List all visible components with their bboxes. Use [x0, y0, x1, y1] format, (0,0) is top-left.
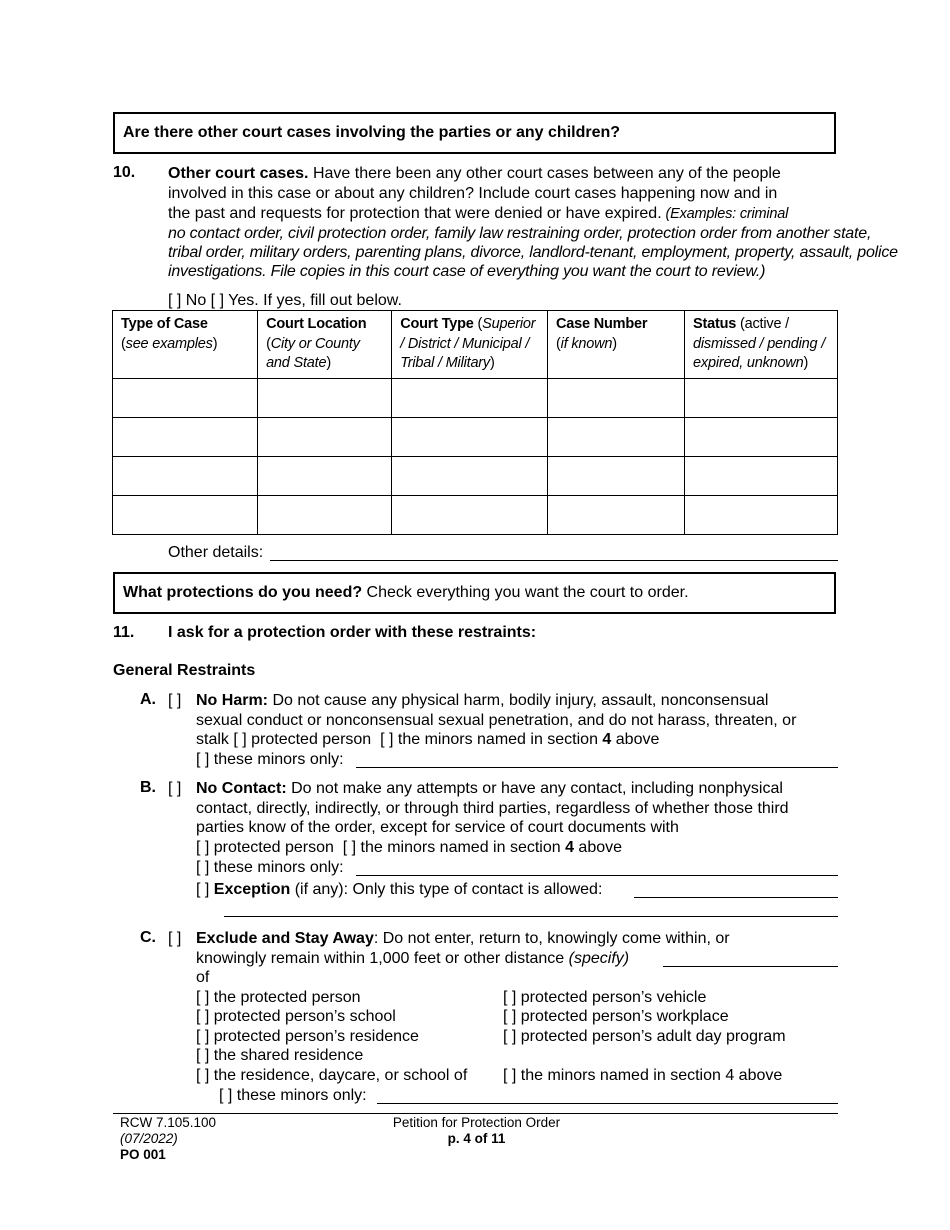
option-residence-daycare-school-of[interactable]: [ ] the residence, daycare, or school of: [196, 1067, 468, 1084]
restraint-a-line-3[interactable]: stalk [ ] protected person [ ] the minors named in section 4 above: [196, 731, 660, 748]
item-10-examples-line-6: investigations. File copies in this court case of everything you want the court to review.): [168, 263, 766, 280]
general-restraints-heading: General Restraints: [113, 662, 256, 679]
table-cell-type[interactable]: [113, 417, 258, 456]
table-cell-case-number[interactable]: [548, 495, 685, 534]
restraint-b-text: Do not make any attempts or have any contact, including nonphysical: [286, 780, 783, 797]
item-11-number: 11.: [113, 624, 135, 641]
footer-form-number: PO 001: [120, 1147, 166, 1162]
restraint-a-text: Do not cause any physical harm, bodily injury, assault, nonconsensual: [268, 692, 769, 709]
option-protected-person-vehicle[interactable]: [ ] protected person’s vehicle: [503, 989, 707, 1006]
option-protected-person-residence[interactable]: [ ] protected person’s residence: [196, 1028, 419, 1045]
table-cell-location[interactable]: [258, 456, 392, 495]
table-cell-case-number[interactable]: [548, 417, 685, 456]
column-header-type-of-case: Type of Case (see examples): [113, 311, 258, 379]
footer-page-number: p. 4 of 11: [447, 1131, 506, 1146]
option-protected-person[interactable]: [ ] the protected person: [196, 989, 361, 1006]
restraint-c-letter: C.: [140, 929, 156, 946]
table-cell-status[interactable]: [685, 495, 838, 534]
page-footer: [113, 1113, 838, 1162]
section-header-protections: [113, 572, 836, 614]
option-shared-residence[interactable]: [ ] the shared residence: [196, 1047, 364, 1064]
restraint-a-checkbox[interactable]: [ ]: [168, 692, 182, 709]
restraint-c-title: Exclude and Stay Away: [196, 930, 374, 947]
item-10-line-1: [168, 164, 781, 184]
table-row: [113, 417, 838, 456]
item-10-text: the past and requests for protection that were denied or have expired.: [168, 205, 662, 222]
restraint-a-line-1: [196, 691, 768, 711]
table-header-row: [113, 311, 838, 379]
item-10-number: 10.: [113, 164, 136, 181]
restraint-b-letter: B.: [140, 779, 156, 796]
item-10-line-3: [168, 204, 788, 225]
restraint-c-these-minors-checkbox[interactable]: [ ] these minors only:: [219, 1087, 367, 1104]
table-cell-location[interactable]: [258, 417, 392, 456]
section-header-other-cases: [113, 112, 836, 154]
restraint-c-of: of: [196, 969, 210, 986]
restraint-b-exception-input-line-2[interactable]: [224, 916, 838, 917]
section-header-text: Check everything you want the court to order.: [362, 584, 689, 601]
item-10-examples-line-5: tribal order, military orders, parenting plans, divorce, landlord-tenant, employment, property, assault, police: [168, 244, 898, 261]
table-cell-type[interactable]: [113, 456, 258, 495]
restraint-c-checkbox[interactable]: [ ]: [168, 930, 182, 947]
table-cell-status[interactable]: [685, 456, 838, 495]
restraint-a-these-minors-checkbox[interactable]: [ ] these minors only:: [196, 751, 344, 768]
footer-title: Petition for Protection Order: [392, 1115, 561, 1130]
table-cell-case-number[interactable]: [548, 378, 685, 417]
table-cell-court-type[interactable]: [392, 495, 548, 534]
table-cell-type[interactable]: [113, 495, 258, 534]
restraint-c-line-1: [196, 929, 730, 949]
item-11-title: I ask for a protection order with these restraints:: [168, 624, 537, 641]
other-court-cases-table: [112, 310, 838, 535]
restraint-b-these-minors-checkbox[interactable]: [ ] these minors only:: [196, 859, 344, 876]
table-cell-status[interactable]: [685, 378, 838, 417]
column-header-status: Status (active / dismissed / pending / expired, unknown): [685, 311, 838, 379]
item-10-title: Other court cases.: [168, 165, 309, 182]
item-10-text: Have there been any other court cases between any of the people: [308, 165, 781, 182]
table-cell-type[interactable]: [113, 378, 258, 417]
column-header-case-number: Case Number (if known): [548, 311, 685, 379]
restraint-b-exception-input-line[interactable]: [634, 897, 838, 898]
restraint-b-line-2: contact, directly, indirectly, or through third parties, regardless of whether those third: [196, 800, 789, 817]
table-cell-court-type[interactable]: [392, 378, 548, 417]
table-cell-location[interactable]: [258, 378, 392, 417]
restraint-a-letter: A.: [140, 691, 156, 708]
item-10-line-2: involved in this case or about any children? Include court cases happening now and in: [168, 185, 778, 202]
table-cell-status[interactable]: [685, 417, 838, 456]
other-details-input-line[interactable]: [270, 560, 838, 561]
restraint-a-line-2: sexual conduct or nonconsensual sexual penetration, and do not harass, threaten, or: [196, 712, 797, 729]
table-row: [113, 495, 838, 534]
table-row: [113, 378, 838, 417]
item-10-yes-no-choice[interactable]: [ ] No [ ] Yes. If yes, fill out below.: [168, 292, 402, 309]
section-header-bold: What protections do you need?: [123, 584, 363, 601]
table-cell-case-number[interactable]: [548, 456, 685, 495]
option-protected-person-adult-day-program[interactable]: [ ] protected person’s adult day program: [503, 1028, 786, 1045]
restraint-b-line-1: [196, 779, 783, 799]
item-10-examples-line-4: no contact order, civil protection order, family law restraining order, protection order from another state,: [168, 225, 872, 242]
column-header-court-type: Court Type (Superior / District / Municipal / Tribal / Military): [392, 311, 548, 379]
option-protected-person-workplace[interactable]: [ ] protected person’s workplace: [503, 1008, 729, 1025]
table-row: [113, 456, 838, 495]
option-minors-named-section-4[interactable]: [ ] the minors named in section 4 above: [503, 1067, 783, 1084]
restraint-a-title: No Harm:: [196, 692, 269, 709]
restraint-b-title: No Contact:: [196, 780, 287, 797]
restraint-b-line-3: parties know of the order, except for service of court documents with: [196, 819, 679, 836]
restraint-b-checkbox[interactable]: [ ]: [168, 780, 182, 797]
restraint-c-distance-input-line[interactable]: [663, 966, 838, 967]
restraint-a-minors-input-line[interactable]: [356, 767, 838, 768]
footer-date: (07/2022): [120, 1131, 178, 1146]
footer-rcw: RCW 7.105.100: [120, 1115, 217, 1130]
restraint-b-line-4[interactable]: [ ] protected person [ ] the minors named in section 4 above: [196, 839, 623, 856]
option-protected-person-school[interactable]: [ ] protected person’s school: [196, 1008, 396, 1025]
restraint-c-text: : Do not enter, return to, knowingly come within, or: [373, 930, 730, 947]
other-details-label: Other details:: [168, 544, 264, 561]
column-header-court-location: Court Location (City or County and State): [258, 311, 392, 379]
section-header-text: Are there other court cases involving the parties or any children?: [123, 124, 621, 141]
restraint-c-line-2: knowingly remain within 1,000 feet or other distance (specify): [196, 950, 630, 967]
table-cell-location[interactable]: [258, 495, 392, 534]
item-10-examples: (Examples: criminal: [661, 206, 789, 222]
restraint-b-exception-checkbox[interactable]: [ ] Exception (if any): Only this type of contact is allowed:: [196, 881, 603, 898]
table-cell-court-type[interactable]: [392, 456, 548, 495]
restraint-c-minors-input-line[interactable]: [377, 1103, 838, 1104]
table-cell-court-type[interactable]: [392, 417, 548, 456]
restraint-b-minors-input-line[interactable]: [356, 875, 838, 876]
